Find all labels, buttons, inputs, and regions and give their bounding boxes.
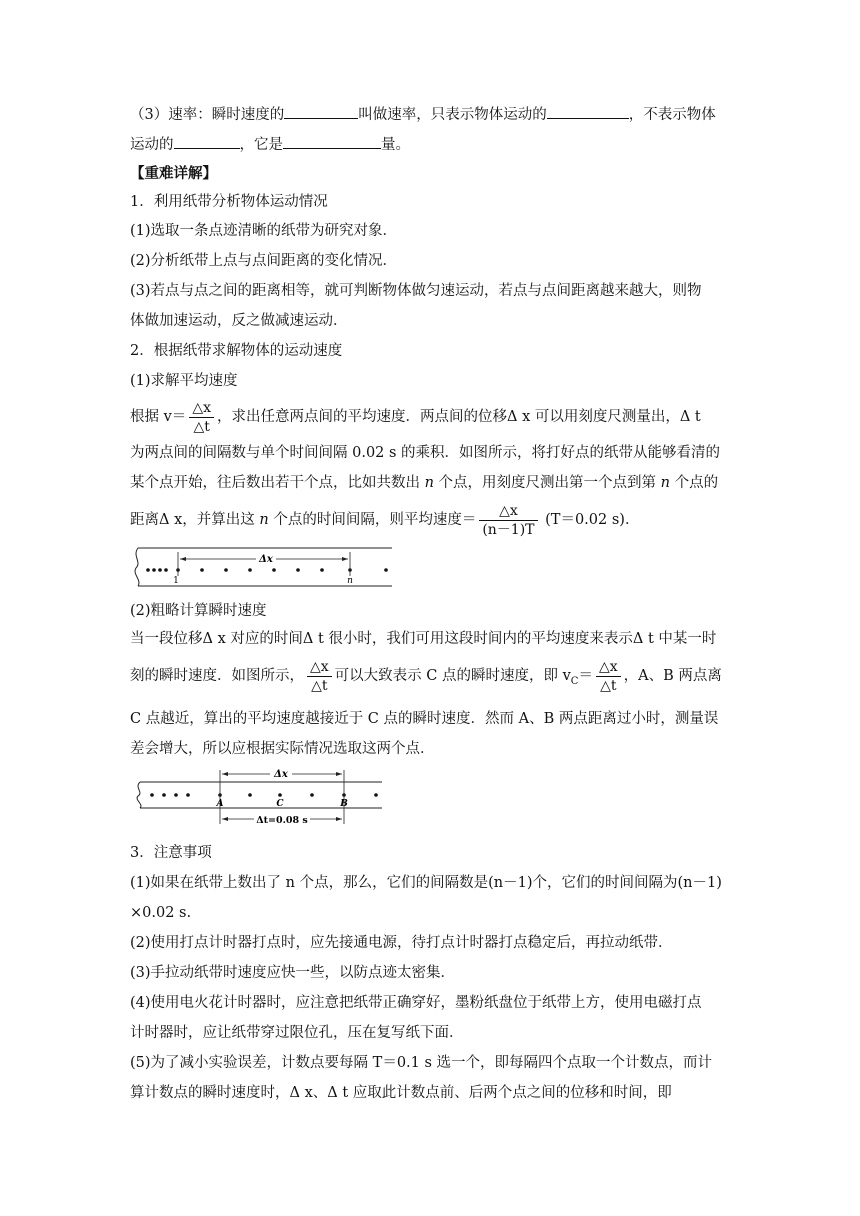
- instant-velocity-line-4: 差会增大，所以应根据实际情况选取这两个点．: [130, 740, 435, 757]
- fraction-dx-nT: [479, 502, 537, 539]
- section-3-item-4-line-1: (4)使用电火花计时器时，应注意把纸带正确穿好，墨粉纸盘位于纸带上方，使用电磁打点: [130, 994, 702, 1011]
- tape-figure-1: [130, 546, 730, 594]
- tape-diagram-2: [130, 768, 390, 830]
- section-1-item-1: (1)选取一条点迹清晰的纸带为研究对象．: [130, 223, 398, 239]
- fraction-numerator: △x: [189, 399, 214, 418]
- tape-dot: [146, 568, 150, 572]
- instant-velocity-line-3: C 点越近，算出的平均速度越接近于 C 点的瞬时速度．然而 A、B 两点距离过小时，测量误: [130, 710, 719, 727]
- point-b-label: B: [340, 798, 348, 809]
- fill-blank-4[interactable]: [283, 134, 381, 149]
- average-velocity-line-3: [130, 468, 730, 498]
- text: ，A、B 两点离: [623, 668, 722, 684]
- speed-definition-line-2: [130, 130, 730, 160]
- tape-dot: [296, 568, 300, 572]
- dt-arrow-right-head: [336, 817, 342, 821]
- dx-arrow-left-head: [180, 557, 186, 561]
- section-3-item-2: (2)使用打点计时器打点时，应先接通电源，待打点计时器打点稳定后，再拉动纸带．: [130, 934, 673, 951]
- text: 个点，用刻度尺测出第一个点到第: [433, 475, 661, 491]
- tape-dot: [150, 793, 154, 797]
- tape-dot: [248, 793, 252, 797]
- section-3-item-5-line-2: 算计数点的瞬时速度时，Δ x、Δ t 应取此计数点前、后两个点之间的位移和时间，即: [130, 1084, 672, 1101]
- tape-dot: [248, 568, 252, 572]
- dx-label: Δx: [259, 554, 273, 565]
- fill-blank-1[interactable]: [284, 104, 358, 119]
- section-1-item-3-line-1: (3)若点与点之间的距离相等，就可判断物体做匀速运动，若点与点间距离越来越大，则物: [130, 283, 702, 299]
- tape-dot: [374, 793, 378, 797]
- fraction-numerator: △x: [307, 658, 332, 677]
- var-n: n: [259, 512, 269, 528]
- fraction-dx-dt: [307, 658, 332, 695]
- instant-velocity-line-1: 当一段位移Δ x 对应的时间Δ t 很小时，我们可用这段时间内的平均速度来表示Δ t 中某一时: [130, 631, 717, 647]
- fill-blank-3[interactable]: [174, 134, 240, 149]
- text: 运动的: [130, 137, 174, 153]
- section-2-sub-2: (2)粗略计算瞬时速度: [130, 603, 267, 619]
- text: （3）速率：瞬时速度的: [130, 107, 285, 123]
- text: ＝: [578, 668, 593, 684]
- text: 某个点开始，往后数出若干个点，比如共数出: [130, 475, 425, 491]
- average-velocity-formula-line: [130, 396, 730, 438]
- point-c-dot: [278, 793, 282, 797]
- tape-dot: [152, 568, 156, 572]
- tape-dot: [224, 568, 228, 572]
- average-velocity-line-2: 为两点间的间隔数与单个时间间隔 0.02 s 的乘积．如图所示，将打好点的纸带从能够看清的: [130, 445, 721, 461]
- tape-dot: [162, 793, 166, 797]
- document-page: [130, 100, 730, 1108]
- dx-label: Δx: [274, 768, 288, 780]
- tape-dot: [272, 568, 276, 572]
- point-n-label: n: [347, 576, 353, 586]
- point-c-label: C: [276, 798, 284, 809]
- fraction-denominator: △t: [193, 418, 210, 435]
- tape-dot: [174, 793, 178, 797]
- tape-dot: [384, 568, 388, 572]
- tape-torn-edge: [137, 782, 141, 808]
- section-heading: 【重难详解】: [130, 165, 217, 182]
- section-3-title: 3．注意事项: [130, 844, 212, 861]
- section-1-item-2: (2)分析纸带上点与点间距离的变化情况．: [130, 253, 398, 269]
- section-3-item-4-line-2: 计时器时，应让纸带穿过限位孔，压在复写纸下面．: [130, 1024, 464, 1041]
- instant-velocity-line-2: [130, 654, 730, 704]
- tape-dot: [186, 793, 190, 797]
- var-n: n: [424, 475, 434, 491]
- fraction-numerator: △x: [479, 502, 537, 521]
- dt-arrow-left-head: [222, 817, 228, 821]
- point-a-label: A: [216, 798, 224, 809]
- tape-diagram-1: [130, 546, 400, 590]
- section-1-item-3-line-2: 体做加速运动，反之做减速运动．: [130, 313, 348, 329]
- dx-arrow-right-head: [342, 557, 348, 561]
- text: 个点的: [670, 475, 719, 491]
- section-3-item-5-line-1: (5)为了减小实验误差，计数点要每隔 T＝0.1 s 选一个，即每隔四个点取一个计数点，而计: [130, 1054, 713, 1071]
- dt-label: Δt=0.08 s: [256, 814, 308, 826]
- speed-definition-line-1: [130, 100, 730, 130]
- tape-dot: [164, 568, 168, 572]
- fraction-denominator: △t: [600, 677, 617, 694]
- tape-dot: [158, 568, 162, 572]
- section-1-title: 1．利用纸带分析物体运动情况: [130, 194, 328, 210]
- text: ，求出任意两点间的平均速度．两点间的位移Δ x 可以用刻度尺测量出，Δ t: [216, 409, 701, 425]
- dx-arrow-left-head: [222, 772, 228, 776]
- point-1-label: 1: [173, 576, 179, 586]
- fraction-numerator: △x: [596, 658, 621, 677]
- fraction-denominator: (n－1)T: [482, 521, 535, 538]
- average-velocity-line-4: [130, 498, 730, 542]
- text: (T＝0.02 s)．: [545, 512, 640, 528]
- text: 个点的时间间隔，则平均速度＝: [268, 512, 477, 528]
- fill-blank-2[interactable]: [547, 104, 629, 119]
- dx-arrow-right-head: [336, 772, 342, 776]
- fraction-denominator: △t: [311, 677, 328, 694]
- text: 根据 v＝: [130, 409, 187, 425]
- tape-dot: [200, 568, 204, 572]
- var-n: n: [660, 475, 671, 491]
- text: 距离Δ x，并算出这: [130, 512, 260, 528]
- fraction-dx-dt: [189, 399, 214, 436]
- text: ，不表示物体: [628, 107, 716, 123]
- section-2-title: 2．根据纸带求解物体的运动速度: [130, 343, 343, 359]
- text: 叫做速率，只表示物体运动的: [358, 107, 547, 123]
- text: 可以大致表示 C 点的瞬时速度，即 v: [334, 668, 571, 684]
- section-2-sub-1: (1)求解平均速度: [130, 373, 238, 389]
- section-3-item-3: (3)手拉动纸带时速度应快一些，以防点迹太密集．: [130, 964, 456, 981]
- tape-figure-2: [130, 768, 730, 834]
- tape-torn-edge: [135, 548, 139, 586]
- text: ，它是: [239, 137, 283, 153]
- tape-dot: [310, 793, 314, 797]
- section-3-item-1-line-2: ×0.02 s.: [130, 904, 192, 921]
- text: 量。: [381, 137, 410, 153]
- fraction-dx-dt: [596, 658, 621, 695]
- section-3-item-1-line-1: (1)如果在纸带上数出了 n 个点，那么，它们的间隔数是(n－1)个，它们的时间间隔为(n－1): [130, 874, 722, 891]
- text: 刻的瞬时速度．如图所示，: [130, 668, 304, 684]
- tape-dot: [320, 568, 324, 572]
- subscript-c: C: [570, 675, 579, 687]
